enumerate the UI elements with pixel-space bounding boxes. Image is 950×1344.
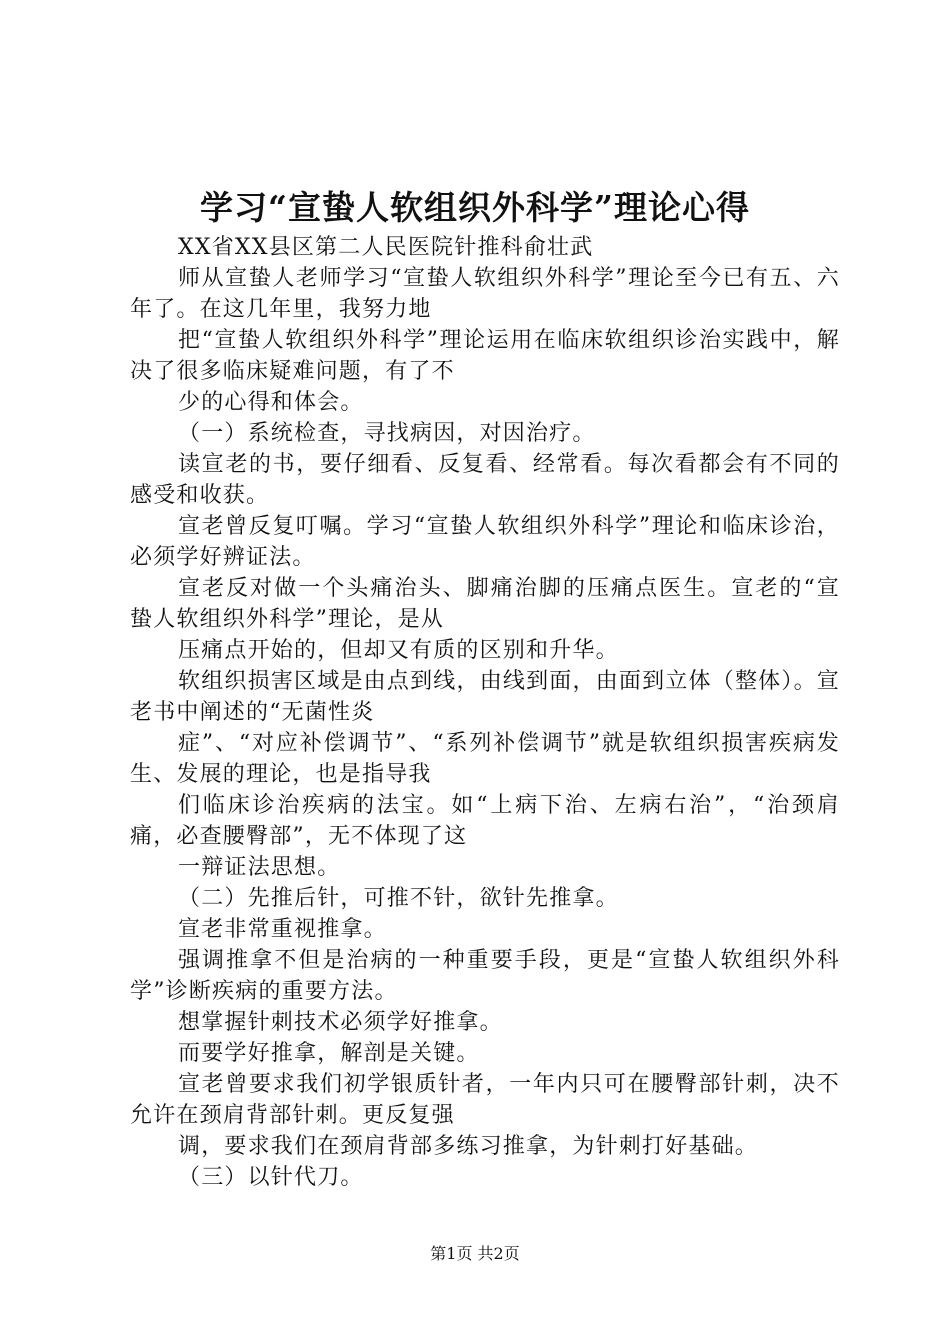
body-paragraph: 把“宣蛰人软组织外科学”理论运用在临床软组织诊治实践中，解决了很多临床疑难问题，有了不	[130, 328, 840, 384]
page-number-footer: 第1页 共2页	[430, 1244, 520, 1263]
body-paragraph: 宣老曾要求我们初学银质针者，一年内只可在腰臀部针刺，决不允许在颈肩背部针刺。更反复强	[130, 1072, 840, 1128]
body-paragraph: 调，要求我们在颈肩背部多练习推拿，为针刺打好基础。	[178, 1134, 759, 1159]
body-paragraph: 宣老曾反复叮嘱。学习“宣蛰人软组织外科学”理论和临床诊治，必须学好辨证法。	[130, 514, 840, 570]
document-body	[130, 232, 840, 1193]
document-title: 学习“宣蛰人软组织外科学”理论心得	[200, 188, 750, 227]
body-paragraph: 读宣老的书，要仔细看、反复看、经常看。每次看都会有不同的感受和收获。	[130, 452, 840, 508]
body-paragraph: 宣老非常重视推拿。	[178, 917, 387, 942]
body-paragraph: 们临床诊治疾病的法宝。如“上病下治、左病右治”，“治颈肩痛，必查腰臀部”，无不体现了这	[130, 793, 840, 849]
body-paragraph: 想掌握针刺技术必须学好推拿。	[178, 1010, 503, 1035]
section-heading: （二）先推后针，可推不针，欲针先推拿。	[178, 886, 619, 911]
body-paragraph: 一辩证法思想。	[178, 855, 341, 880]
body-paragraph: 少的心得和体会。	[178, 390, 364, 415]
body-paragraph: 强调推拿不但是治病的一种重要手段，更是“宣蛰人软组织外科学”诊断疾病的重要方法。	[130, 948, 840, 1004]
body-paragraph: 压痛点开始的，但却又有质的区别和升华。	[178, 638, 619, 663]
body-paragraph: 而要学好推拿，解剖是关键。	[178, 1041, 480, 1066]
author-line: XX省XX县区第二人民医院针推科俞壮武	[178, 235, 594, 260]
body-paragraph: 软组织损害区域是由点到线，由线到面，由面到立体（整体）。宣老书中阐述的“无菌性炎	[130, 669, 840, 725]
body-paragraph: 宣老反对做一个头痛治头、脚痛治脚的压痛点医生。宣老的“宣蛰人软组织外科学”理论，是从	[130, 576, 840, 632]
section-heading: （三）以针代刀。	[178, 1165, 364, 1190]
body-paragraph: 师从宣蛰人老师学习“宣蛰人软组织外科学”理论至今已有五、六年了。在这几年里，我努力地	[130, 266, 840, 322]
section-heading: （一）系统检查，寻找病因，对因治疗。	[178, 421, 596, 446]
body-paragraph: 症”、“对应补偿调节”、“系列补偿调节”就是软组织损害疾病发生、发展的理论，也是指导我	[130, 731, 840, 787]
